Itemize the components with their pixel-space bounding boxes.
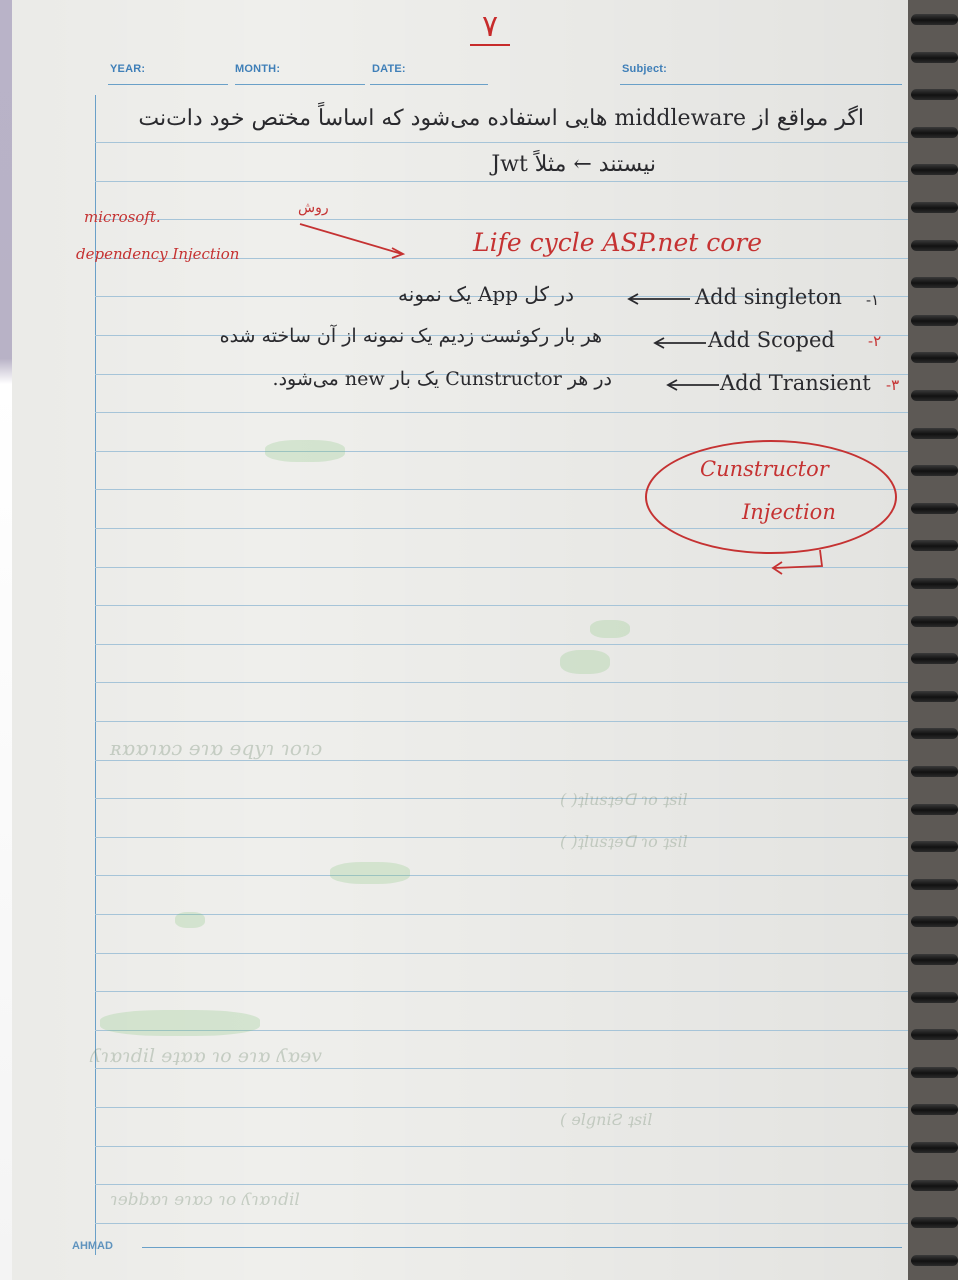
spiral-ring (911, 352, 958, 363)
spiral-ring (911, 428, 958, 439)
spiral-ring (911, 14, 958, 25)
spiral-ring (911, 1104, 958, 1115)
spiral-ring (911, 277, 958, 288)
ruled-line (95, 1146, 910, 1147)
spiral-ring (911, 841, 958, 852)
spiral-ring (911, 240, 958, 251)
spiral-ring (911, 164, 958, 175)
item-3-number: -۳ (886, 376, 900, 394)
spiral-ring (911, 1142, 958, 1153)
footer-rule (142, 1247, 902, 1248)
item-1-english: Add singleton (695, 285, 842, 309)
subject-label: Subject: (622, 63, 667, 75)
green-smudge (265, 440, 345, 462)
spiral-ring (911, 804, 958, 815)
spiral-ring (911, 1255, 958, 1266)
spiral-ring (911, 653, 958, 664)
spiral-ring (911, 616, 958, 627)
spiral-ring (911, 578, 958, 589)
spiral-ring (911, 1029, 958, 1040)
date-label: DATE: (372, 63, 406, 75)
item-1-persian: در کل App یک نمونه (398, 282, 574, 306)
bleed-through-text: ʀɒɒɿɒɔ ɘɿɒ ɘqyɿ ɿoɿɔ (110, 736, 323, 760)
ruled-line (95, 605, 910, 606)
margin-rule (95, 95, 96, 1255)
arrow-left-icon (652, 336, 708, 350)
header-rule (620, 84, 902, 85)
item-2-english: Add Scoped (708, 328, 835, 352)
spiral-ring (911, 202, 958, 213)
red-note-dependency-injection: dependency Injection (76, 245, 240, 263)
year-label: YEAR: (110, 63, 146, 75)
spiral-ring (911, 465, 958, 476)
ruled-line (95, 953, 910, 954)
red-note-microsoft: microsoft. (84, 208, 161, 226)
ruled-line (95, 644, 910, 645)
spiral-ring (911, 52, 958, 63)
note-line-2: نیستند ← مثلاً Jwt (491, 152, 656, 177)
green-smudge (330, 862, 410, 884)
ruled-line (95, 219, 910, 220)
oval-text-cunstructor: Cunstructor (700, 457, 829, 481)
note-line-1: اگر مواقع از middleware هایی استفاده می‌شود که اساساً مختص خود دات‌نت (138, 106, 864, 131)
ruled-line (95, 142, 910, 143)
header-rule (108, 84, 228, 85)
spiral-ring (911, 728, 958, 739)
spiral-ring (911, 390, 958, 401)
ruled-line (95, 914, 910, 915)
arrow-left-icon (626, 292, 692, 306)
bleed-through-text: ( )ʇlusʇɘꓷ ɿo ʇsil (560, 832, 688, 851)
header-rule (370, 84, 488, 85)
page-number: ۷ (470, 10, 510, 46)
item-3-persian: در هر Cunstructor یک بار new می‌شود. (272, 368, 612, 390)
red-return-arrow-icon (768, 548, 828, 576)
spiral-binding (908, 0, 958, 1280)
month-label: MONTH: (235, 63, 281, 75)
spiral-ring (911, 691, 958, 702)
bleed-through-text: ʎɿɒɿdil ɘʇɒɒ ɿo ɘɿɒ ʎɒɘv (90, 1045, 323, 1067)
item-1-number: -۱ (866, 291, 880, 309)
arrow-left-icon (665, 378, 721, 392)
spiral-ring (911, 1180, 958, 1191)
previous-page-edge (0, 0, 12, 1280)
spiral-ring (911, 954, 958, 965)
ruled-line (95, 837, 910, 838)
header-rule (235, 84, 365, 85)
ruled-line (95, 1068, 910, 1069)
spiral-ring (911, 540, 958, 551)
ruled-line (95, 991, 910, 992)
life-cycle-heading: Life cycle ASP.net core (473, 228, 763, 257)
ruled-line (95, 721, 910, 722)
ruled-line (95, 181, 910, 182)
red-note-rooz: روش (298, 200, 329, 216)
ruled-line (95, 760, 910, 761)
ruled-line (95, 875, 910, 876)
ruled-line (95, 1107, 910, 1108)
spiral-ring (911, 1217, 958, 1228)
spiral-ring (911, 992, 958, 1003)
green-smudge (100, 1010, 260, 1036)
spiral-ring (911, 127, 958, 138)
spiral-ring (911, 916, 958, 927)
bleed-through-text: ( ɘlgniƧ ʇsil (560, 1110, 653, 1129)
item-2-number: -۲ (868, 332, 882, 350)
spiral-ring (911, 89, 958, 100)
spiral-ring (911, 766, 958, 777)
green-smudge (590, 620, 630, 638)
bleed-through-text: ( )ʇlusʇɘꓷ ɿo ʇsil (560, 790, 688, 809)
spiral-ring (911, 879, 958, 890)
ruled-line (95, 798, 910, 799)
spiral-ring (911, 503, 958, 514)
ruled-line (95, 412, 910, 413)
item-2-persian: هر بار رکوئست زدیم یک نمونه از آن ساخته شده (219, 325, 602, 347)
ruled-line (95, 682, 910, 683)
oval-text-injection: Injection (742, 500, 836, 524)
ruled-line (95, 1223, 910, 1224)
item-3-english: Add Transient (720, 371, 871, 395)
red-arrow-icon (298, 220, 410, 260)
green-smudge (560, 650, 610, 674)
ruled-line (95, 1184, 910, 1185)
spiral-ring (911, 315, 958, 326)
green-smudge (175, 912, 205, 928)
bleed-through-text: ɿɘbbɒɿ ɘɿɒɔ ɿo ʎɿɒɿdil (110, 1190, 300, 1210)
spiral-ring (911, 1067, 958, 1078)
brand-label: AHMAD (72, 1240, 113, 1252)
